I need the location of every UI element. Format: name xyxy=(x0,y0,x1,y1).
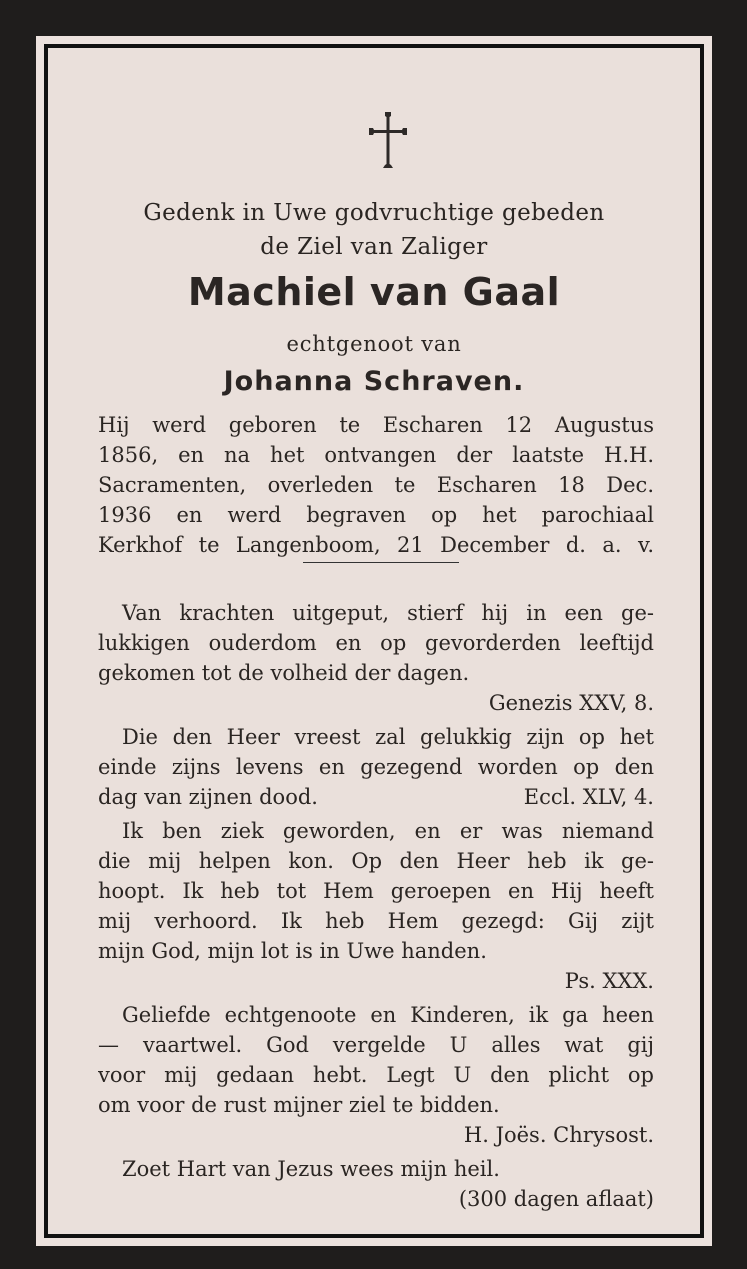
spouse-name: Johanna Schraven. xyxy=(223,366,525,397)
verse-line: Geliefde echtgenoote en Kinderen, ik ga heen xyxy=(122,1003,654,1027)
verse-line: Die den Heer vreest zal gelukkig zijn op het xyxy=(122,725,654,749)
verse-line: hoopt. Ik heb tot Hem geroepen en Hij heeft xyxy=(98,879,654,903)
verse-line: mij verhoord. Ik heb Hem gezegd: Gij zijt xyxy=(98,909,654,933)
biography-line: Sacramenten, overleden te Escharen 18 Dec. xyxy=(98,473,654,497)
card-border xyxy=(44,44,704,1238)
intro-line-2: de Ziel van Zaliger xyxy=(260,234,488,260)
verse-reference: Ps. XXX. xyxy=(564,969,654,993)
indulgence-note: (300 dagen aflaat) xyxy=(458,1187,654,1211)
verse-line: Van krachten uitgeput, stierf hij in een ge- xyxy=(122,601,654,625)
verse-line-with-reference xyxy=(98,782,654,812)
biography-line: Kerkhof te Langenboom, 21 December d. a. v. xyxy=(98,533,654,557)
deceased-name: Machiel van Gaal xyxy=(187,270,561,314)
cross-icon xyxy=(366,108,410,172)
verse-line: lukkigen ouderdom en op gevorderden leeftijd xyxy=(98,631,654,655)
verse-reference: H. Joës. Chrysost. xyxy=(463,1123,654,1147)
verse-reference: Genezis XXV, 8. xyxy=(488,691,654,715)
verses xyxy=(98,598,654,1214)
memorial-card xyxy=(36,36,712,1246)
verse-line: om voor de rust mijner ziel te bidden. xyxy=(98,1093,500,1117)
closing-prayer: Zoet Hart van Jezus wees mijn heil. xyxy=(122,1157,500,1181)
verse-line: mijn God, mijn lot is in Uwe handen. xyxy=(98,939,487,963)
verse-line: gekomen tot de volheid der dagen. xyxy=(98,661,470,685)
verse-line: — vaartwel. God vergelde U alles wat gij xyxy=(98,1033,654,1057)
biography xyxy=(98,410,654,560)
verse-line: die mij helpen kon. Op den Heer heb ik ge- xyxy=(98,849,654,873)
spouse-intro: echtgenoot van xyxy=(286,332,462,356)
verse-line: voor mij gedaan hebt. Legt U den plicht op xyxy=(98,1063,654,1087)
verse-reference: Eccl. XLV, 4. xyxy=(523,785,654,809)
verse-line: Ik ben ziek geworden, en er was niemand xyxy=(122,819,654,843)
biography-line: 1856, en na het ontvangen der laatste H.H. xyxy=(98,443,654,467)
biography-line: 1936 en werd begraven op het parochiaal xyxy=(98,503,654,527)
biography-line: Hij werd geboren te Escharen 12 Augustus xyxy=(98,413,654,437)
verse-line: einde zijns levens en gezegend worden op den xyxy=(98,755,654,779)
verse-line: dag van zijnen dood. xyxy=(98,785,318,809)
divider xyxy=(303,562,459,563)
intro-line-1: Gedenk in Uwe godvruchtige gebeden xyxy=(143,200,605,226)
